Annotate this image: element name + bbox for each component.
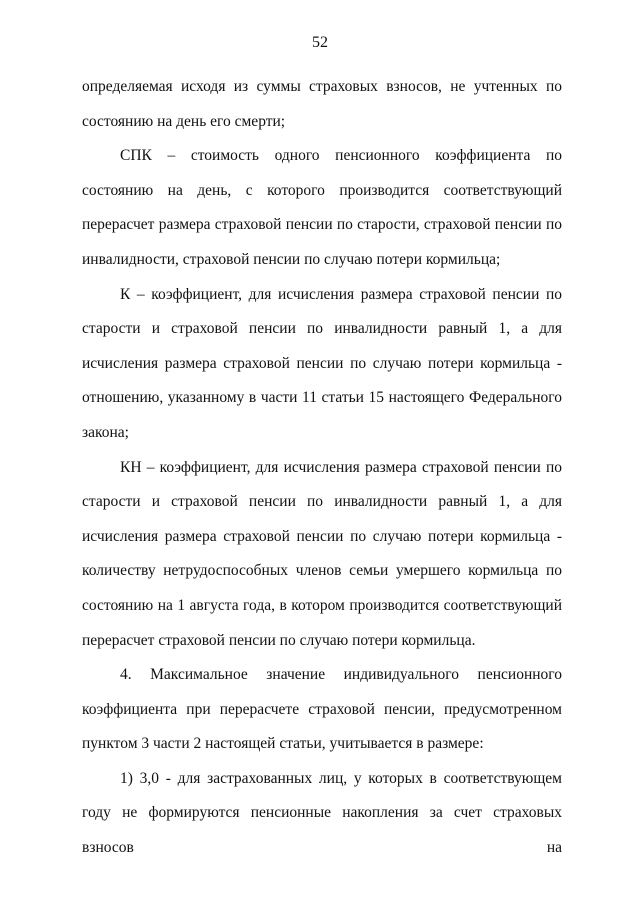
page-number: 52 <box>312 34 328 51</box>
document-body <box>82 70 562 866</box>
paragraph-continuation: определяемая исходя из суммы страховых взносов, не учтенных по состоянию на день его смерти; <box>82 78 562 130</box>
paragraph-item-4: 4. Максимальное значение индивидуального пенсионного коэффициента при перерасчете страховой пенсии, предусмотренном пунктом 3 части 2 настоящей статьи, учитывается в размере: <box>82 666 562 753</box>
paragraph-k-definition: К – коэффициент, для исчисления размера страховой пенсии по старости и страховой пенсии по инвалидности равный 1, а для исчисления размера страховой пенсии по случаю потери кормильца - отношению, указанному в части 11 статьи 15 настоящего Федерального закона; <box>82 285 562 441</box>
paragraph-kn-definition: КН – коэффициент, для исчисления размера страховой пенсии по старости и страховой пенсии по инвалидности равный 1, а для исчисления размера страховой пенсии по случаю потери кормильца - количеству нетрудоспособных членов семьи умершего кормильца по состоянию на 1 августа года, в котором производится соответствующий перерасчет страховой пенсии по случаю потери кормильца. <box>82 458 562 649</box>
paragraph-subitem-1: 1) 3,0 - для застрахованных лиц, у которых в соответствующем году не формируются пенсионные накопления за счет страховых взносов на <box>82 769 562 857</box>
paragraph-spk-definition: СПК – стоимость одного пенсионного коэффициента по состоянию на день, с которого производится соответствующий перерасчет размера страховой пенсии по старости, страховой пенсии по инвалидности, страховой пенсии по случаю потери кормильца; <box>82 147 562 268</box>
